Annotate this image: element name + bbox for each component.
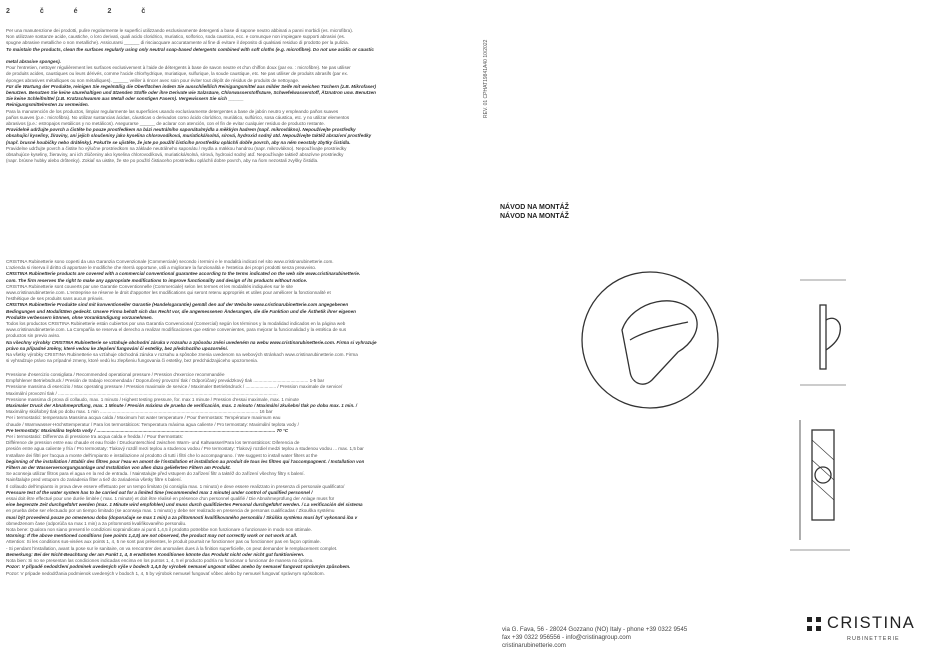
- text-line: Todos los productos CRISTINA Rubinetterie están cubiertos por una Garantía Convencional (Comercial) según los términos y la modalidad indicados en la página web: [6, 321, 346, 327]
- text-line: CRISTINA Rubinetterie Produkte sind mit konventioneller Garantie (Handelsgarantie) gemäß den auf der Website www.cristinarubinetterie.com angegebenen: [6, 302, 349, 308]
- text-line: www.cristinarubinetterie.com. La Compañía se reserva el derecho a realizar modificaciones que estime convenientes, para mejorar la funcionalidad y la estética de sus: [6, 327, 347, 333]
- text-line: Produkte verbessern können, ohne Vorankündigung vorzunehmen.: [6, 314, 153, 320]
- text-line: Empfohlener Betriebsdruck / Presión de trabajo recomendada / Doporučený provozní tlak / Odporúčaný prevádzkový tlak ........................................... 1-5 bar: [6, 378, 325, 384]
- contact-line: fax +39 0322 956556 - info@cristinagroup.com: [502, 634, 631, 642]
- side-lever: [826, 318, 840, 350]
- text-line: CRISTINA Rubinetterie sont couverts par une Garantie Conventionnelle (Commerciale) selon les termes et les modalités indiquées sur le site: [6, 283, 293, 289]
- text-line: Il collaudo dell'impianto in prova deve essere effettuato per un tempo limitato (si consiglia max. 1 minuto) e deve essere realizzato in presenza di personale qualificato/: [6, 483, 345, 489]
- text-line: Sie keine Schleifmittel (z.B. Kratzschwamm aus Metall oder sonstigen Fasern). Vergewissern Sie sich ______: [6, 96, 244, 102]
- text-line: musí být provedená pouze po omezenou dobu (doporučuje se max 1 min) a za přítomnosti kvalifikovaného personálu / Skúška systému musí byť vykonaná iba v: [6, 514, 358, 520]
- text-line: Reinigungsmittelresten zu vermeiden.: [6, 102, 89, 108]
- section-hatch: [812, 440, 834, 460]
- text-line: Pozor: V případě nedodržení podmínek uvedených výše v bodech 1,4,5 by výrobek nemusel ungovat vůbec anebo by nemusel fungovat správným způsobem.: [6, 564, 351, 570]
- text-line: Für die Wartung der Produkte, reinigen Sie regelmäßig die Oberflächen indem Sie ausschließlich Reinigungsmittel aus milder Seife mit weichen Tüchern (z.B. Mikrofaser): [6, 83, 377, 89]
- text-line: Installare dei filtri per l'acqua a monte dell'impianto e installazione al prodotto di tutti i filtri che lo accompagnano. / We suggest to install water filters at the: [6, 452, 318, 458]
- guarantee-text: [6, 259, 377, 364]
- text-line: essai doit être effectué pour une durée limitée ( max. 1 minute) et doit être réalisé en présence d'un personnel qualifié / Die Abnahmeprüfung der Anlage muss für: [6, 496, 335, 502]
- text-line: obsahujúce kyseliny, žieraviny, ani ich zlúčeniny ako kyselina chlorovodíková, muriatická/solná, sírová, hydroxid sodný atď. Nepoužívajte taktiež abrazívne prostriedky: [6, 152, 344, 158]
- logo-name: CRISTINA: [827, 614, 916, 632]
- text-line: si vyhradzuje právo na prípadné zmeny, ktoré vedú ku zlepšeniu fungovania či estetiky, bez predchádzajúceho upozornenia.: [6, 358, 259, 364]
- handle-curve: [630, 322, 688, 340]
- text-line: (např. brusné houbičky nebo drátěnky). Pokuťte se ujistěte, že jste po použití čisticího prostředku opláchli dobře povrch, aby na něm neostaly zbytky čistidla.: [6, 139, 351, 145]
- text-line: benutzen. Benutzen Sie keine säurehaltigen und ätzenden Stoffe oder ihre Derivate wie Salzsäure, Chlorwasserstoffsäure, Schwefelwasserstoff, Ätznatron usw. Benutzen: [6, 90, 376, 96]
- text-line: paños suaves (p.e.: microfibra). No utilizar sustancias ácidas, cáusticas o derivados como ácido clorídrico, muriático, sulfúrico, sosa cáustica, etc. y no utilizar elementos: [6, 114, 350, 120]
- header-glyphs: 2 č é 2 č: [6, 8, 160, 15]
- text-line: L'azienda si riserva il diritto di apportare le modifiche che riterrà opportune, utili a migliorare la funzionalità e l'estetica dei propri prodotti senza preavviso.: [6, 265, 317, 271]
- text-line: abrasivos (p.e.: estropajos metálicos y no metálicos). Asegurarse ______ de aclarar con atención, con el fin de evitar cualquier residuo de producto restante.: [6, 121, 325, 127]
- text-line: Maximální provozní tlak / ............................................................................................................................................................................: [6, 390, 278, 396]
- revision-code: REV. 01 CPHAT19841A40 10/2022: [483, 39, 489, 118]
- text-line: Para la manutención de los productos, limpiar regularmente las superficies usando exclusivamente detergentes a base de jabón neutro y empleando paños suaves: [6, 108, 339, 114]
- address-line: via G. Fava, 56 - 28024 Gozzano (NO) Italy - phone +39 0322 9545: [502, 626, 688, 633]
- text-line: CRISTINA Rubinetterie products are covered with a commercial conventional guarantee according to the terms indicated on the web site www.cristinarubinetterie.: [6, 271, 361, 277]
- text-line: Nota bene: Qualora non siano presenti le condizioni sopraindicate ai punti 1,4,5 il prodotto potrebbe non funzionare o funzionare in modo non ottimale.: [6, 527, 312, 533]
- text-line: Se aconseja utilizar filtros para el agua en la red de entrada. / Nainstalujte před vstupem do zařízení filtr a taktéž do zařízení všechny filtry s balení.: [6, 471, 305, 477]
- text-line: en prueba debe ser efectuado por un tiempo limitado (se aconseja max. 1 minuto) y debe ser realizado en presencia de personas cualificadas / Zkouška systému: [6, 508, 335, 514]
- contact-footer: [502, 626, 687, 651]
- text-line: obmedzenom čase (odporúča sa max 1 min) a za prítomnosti kvalifikovaného personálu.: [6, 520, 187, 526]
- text-line: Maximaler Druck der Abnahmeprüfung, max. 1 Minute / Presión máxima de prueba de verificación, max. 1 minuto / Maximální zkušební tlak po dobu max. 1 min. /: [6, 403, 358, 409]
- side-plate: [820, 305, 826, 369]
- text-line: www.cristinarubinetterie.com. L'entreprise se réserve le droit d'apporter les modifications qui seront retenu appropriés et utiles pour améliorer la fonctionnalité et: [6, 290, 331, 296]
- text-line: Filtern an der Wasserversorgungsanlage und Installation von allen dazu gelieferten Filtern am Produkt.: [6, 465, 231, 471]
- text-line: Pour l'entretien, nettoyer régulièrement les surfaces exclusivement à l'aide de détergents à base de savon neutre et d'un chiffon doux (par ex. : microfibre). Ne pas utiliser: [6, 65, 351, 71]
- text-line: Warning: If the above mentioned conditions (see points 1,4,5) are not observed, the product may not correctly work or not work at all.: [6, 533, 298, 539]
- technical-data: [6, 372, 364, 577]
- text-line: éponges abrasives métalliques ou non métalliques). ______ veiller à rincer avec soin pour éviter tout dépôt de résidus de produits de nettoyage.: [6, 77, 300, 83]
- website-link[interactable]: cristinarubinetterie.com: [502, 642, 566, 650]
- text-line: presión entre agua caliente y fría / Pro termostaty: Tlakový rozdíl mezi teplou a studenou vodou / Pre termostaty: Tlakový rozdiel medzi teplou a studenou vodou ... max. 1,5 bar: [6, 446, 364, 452]
- wall-plate-outline: [582, 272, 718, 408]
- text-line: Pressione massima di esercizio / Max operating pressure / Pression maximale de service / Maximaler Betriebsdruck / ........................ / Pression maximale de service/: [6, 384, 343, 390]
- mixer-drawing: [560, 260, 860, 600]
- text-line: Pravidelne udržujte povrch a čistite ho výlučne prostriedkom na základe neutrálneho saponátu / mydla a mäkkou handrou (napr. mikrovlákno). Nepoužívajte prostriedky: [6, 145, 347, 151]
- text-line: Maximálny skúšobný tlak po dobu max. 1 min ............................................................................................................................ 16 bar: [6, 409, 273, 415]
- logo-mark-icon: [807, 617, 821, 631]
- text-line: metal abrasive sponges).: [6, 59, 61, 65]
- text-line: eine begrenzte Zeit durchgeführt werden (max. 1 Minute wird empfohlen) und muss durch qualifiziertes Personal durchgeführt werden. / La verificación del sistema: [6, 502, 363, 508]
- text-line: productos sin previo aviso.: [6, 333, 61, 339]
- installation-title-line: NÁVOD NA MONTÁŽ: [500, 204, 569, 211]
- text-line: Attention: Si les conditions sus-visées aux points 1, 4, 5 ne sont pas présentes, le produit pourrait ne fonctionner pas ou fonctionner pas en façon optimale.: [6, 539, 321, 545]
- installation-title: [500, 204, 569, 221]
- text-line: Na všetky výrobky CRISTINA Rubinetterie sa vzťahuje obchodná záruka v rozsahu a spôsobe znenia uvedenom na webových stránkach www.cristinarubinetterie.com. Firma: [6, 352, 358, 358]
- handle-outline: [622, 301, 697, 384]
- cleaning-instructions: [6, 28, 376, 164]
- text-line: de produits acides, caustiques ou leurs dérivés, comme l'acide chlorhydrique, muriatique, sulfurique, la soude caustique, etc. Ne pas utiliser de produits abrasifs (par ex.: [6, 71, 349, 77]
- text-line: Per i termostatici: Differenza di pressione tra acqua calda e fredda / / Pour thermostats:: [6, 434, 184, 440]
- text-line: Différence de pression entre eau chaude et eau froide / Druckunterschied zwischen Warm- und Kaltwasser/Para los termostáticos: Diferencia de: [6, 440, 300, 446]
- text-line: Pressione massima di prova di collaudo, max. 1 minuto / Highest testing pressure, for. max 1 minute / Pression d'essai maximale, max. 1 minute: [6, 396, 299, 402]
- text-line: Pressure test of the water system has to be carried out for a limited time (recommended max 1 minute) under control of qualified personnel /: [6, 489, 313, 495]
- text-line: To maintain the products, clean the surfaces regularly using only neutral soap-based detergents combined with soft cloths (e.g. microfibre). Do not use acidic or caustic: [6, 46, 374, 52]
- text-line: právo na případné změny, které vedou ke zlepšení fungování či estetiky, bez předchozího upozornění.: [6, 345, 228, 351]
- text-line: Per i termostatici: temperatura Massima acqua calda / Maximum hot water temperature / Pour thermostats: Température maximum eau: [6, 415, 281, 421]
- text-line: Bemerkung: Bei der Nicht-Beachtung der am Punkt 1, 4, 5 erwähnten Konditionen könnte das Produkt nicht oder nicht gut funktionieren.: [6, 551, 305, 557]
- text-line: (napr. brúsne hubky alebo drôtenky). Zokiaľ sa uistite, že ste po použití čistiaceho prostriedku opláchli dobre povrch, aby na ňom nezostali zvyšky čistidla.: [6, 158, 319, 164]
- text-line: obsahující kyseliny, žíraviny, ani jejich sloučeniny jako kyselina chlorovodíková, muriatická/solná, sírová, hydroxid sodný atd. Nepoužívejte taktéž abrazivní prostředky: [6, 133, 372, 139]
- text-line: Pre termostaty: Maximálna teplota vody / ............................................................................................................................................ 70 °C: [6, 427, 289, 433]
- text-line: Nainštalujte pred vstupom do zariadenia filter a tiež do zariadenia všetky filtre s balení.: [6, 477, 182, 483]
- text-line: Non utilizzare sostanze acide, caustiche, o loro derivati, quali acido cloridrico, muriatico, solforico, soda caustica, ecc. e comunque non impiegare supporti abrasivi (es.: [6, 34, 346, 40]
- text-line: Bedingungen und Modalitäten gedeckt. Unsere Firma behält sich das Recht vor, die angemessenen Änderungen, die die Funktion und die Ästhetik ihrer eigenen: [6, 308, 356, 314]
- logo-subtitle: RUBINETTERIE: [847, 636, 900, 642]
- text-line: - Si pendant l'installation, avant la pose sur le sanitaire, on va rencontrer des anomalies dues à la finition superficielle, on peut demander le remplacement complet.: [6, 545, 338, 551]
- text-line: Nota bien: Si no se presentan las condiciones indicadas encima en los puntos 1, 4, 5 el producto podría no funcionar o funcionar de manera no óptima.: [6, 558, 314, 564]
- text-line: spugne abrasive metalliche o non metalliche). Assicurarsi ______ di risciacquare accuratamente al fine di evitare il deposito di qualsiasi residuo di prodotto per la pulizia.: [6, 40, 349, 46]
- text-line: Pozor: V prípade nedodržania podmienok uvedených v bodoch 1, 4, 5 by výrobok nemusel fungovať vôbec alebo by nemusel fungovať správnym spôsobom.: [6, 570, 325, 576]
- text-line: Na všechny výrobky CRISTINA Rubinetterie se vztahuje obchodní záruka v rozsahu a způsobu zněni uvedeném na webu www.cristinarubinetterie.com. Firma si vyhrazuje: [6, 339, 377, 345]
- text-line: Per una manutenzione dei prodotti, pulire regolarmente le superfici utilizzando esclusivamente detergenti a base di sapone neutro abbinati a panni morbidi (es. microfibra).: [6, 28, 354, 33]
- text-line: beginning of the installation / Etablir des filtres pour l'eau en amont de l'installation et installation au produit de tous les filtres qui l'accompagnent. / Installation von: [6, 458, 365, 464]
- text-line: com. The firm reserves the right to make any appropriate modifications to improve functionality and design of its products without notice.: [6, 277, 308, 283]
- text-line: Pravidelně udržujte povrch a čistěte ho pouze prostředkem na bázi neutrálního saponátu/mýdla a měkkým hadrem (např. mikrovlákno). Nepoužívejte prostředky: [6, 127, 356, 133]
- installation-title-line: NÁVOD NA MONTÁŽ: [500, 212, 569, 220]
- text-line: l'esthétique de ses produits sans aucun préavis.: [6, 296, 104, 302]
- text-line: CRISTINA Rubinetterie sono coperti da una Garanzia Convenzionale (Commerciale) secondo i termini e le modalità indicati nel sito www.cristinarubinetterie.com.: [6, 259, 334, 264]
- text-line: Pressione d'esercizio consigliata / Recommended operational pressure / Pression d'exercice recommandée: [6, 372, 225, 377]
- text-line: chaude / Warmwasser-Höchsttemperatur / Para los termostáticos: Temperatura máxima agua caliente / Pro termostaty: Maximální teplota vody /: [6, 421, 299, 427]
